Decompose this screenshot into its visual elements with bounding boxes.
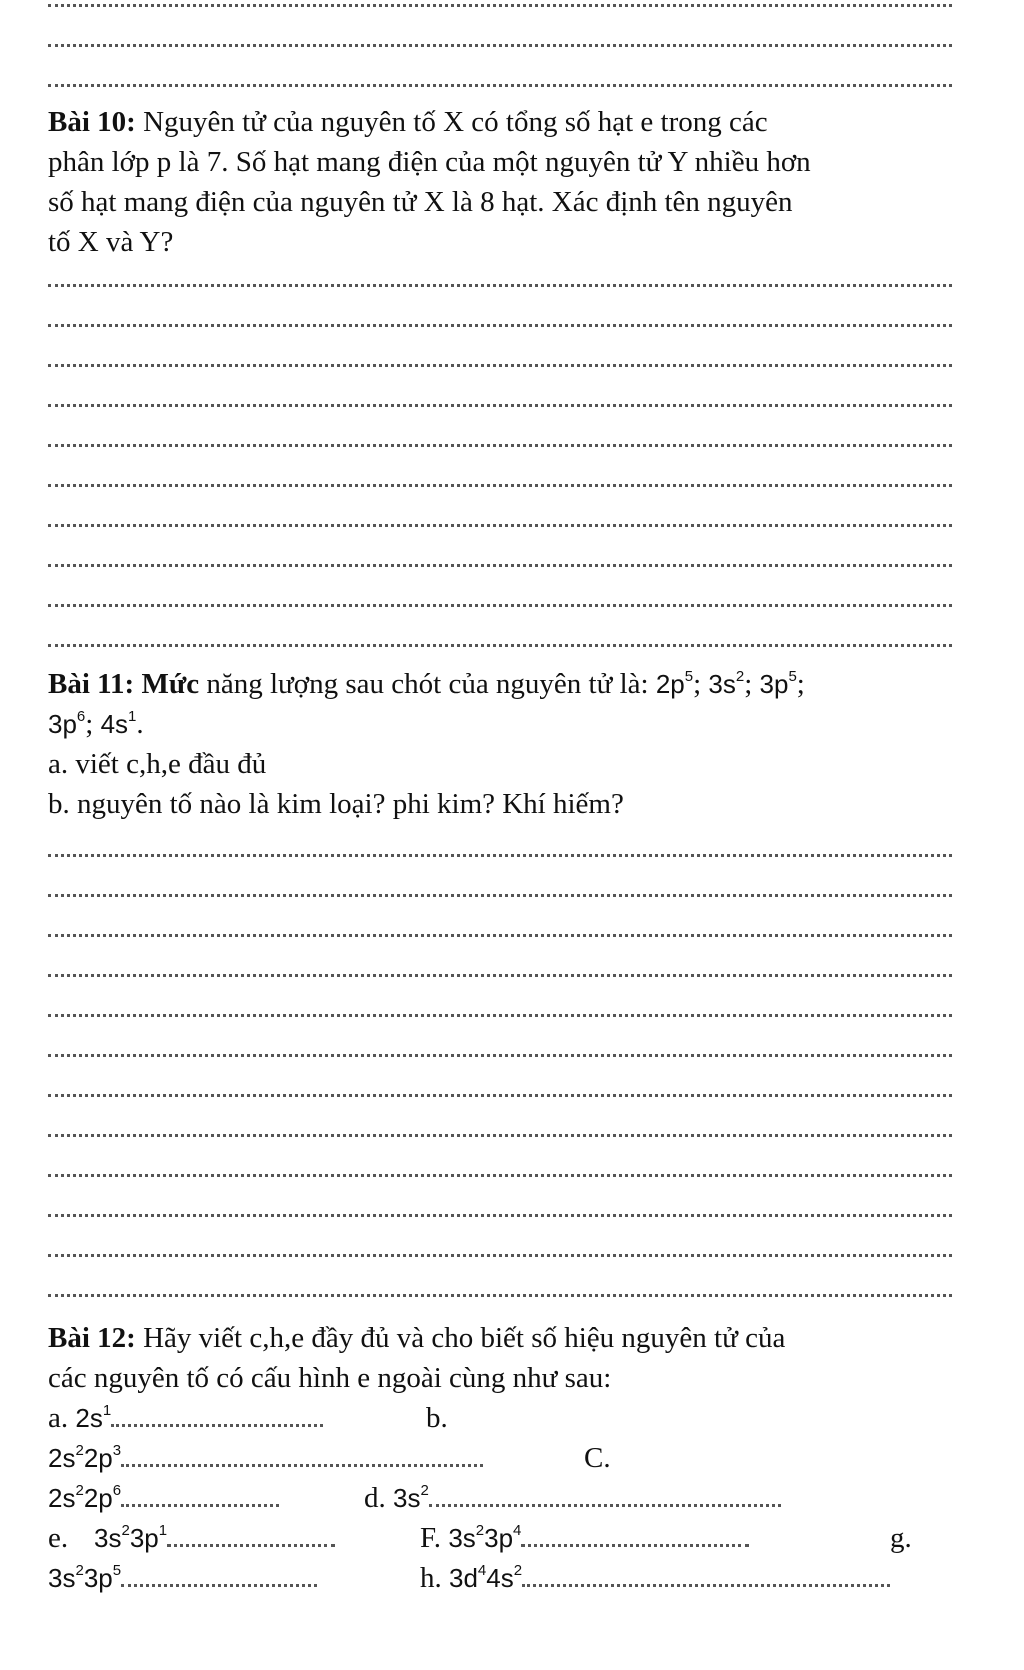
bai12-row-1 [48, 1398, 978, 1438]
item-d-config: $3s^2$ [393, 1482, 429, 1513]
bai10-line-4: tố X và Y? [48, 226, 174, 258]
config-3p6: $3p^6$ [48, 708, 86, 739]
item-f-label: F. [420, 1522, 442, 1554]
config-2p5: $2p^5$ [655, 668, 694, 699]
answer-line [48, 1094, 952, 1097]
item-c-config: $2s^22p^6$ [48, 1482, 122, 1513]
answer-line [48, 284, 952, 287]
answer-blank[interactable] [521, 1520, 749, 1547]
answer-blank[interactable] [121, 1480, 279, 1507]
answer-line [48, 524, 952, 527]
item-h [420, 1558, 890, 1598]
answer-blank[interactable] [429, 1480, 781, 1507]
bai11-text: năng lượng sau chót của nguyên tử là: [199, 668, 656, 700]
bai12-line-1 [48, 1318, 978, 1358]
item-e-config: $3s^23p^1$ [94, 1518, 335, 1558]
item-d-label: d. [364, 1482, 386, 1514]
answer-blank[interactable] [111, 1400, 323, 1427]
bai12-text: Hãy viết c,h,e đầy đủ và cho biết số hiệu nguyên tử của [135, 1322, 786, 1354]
item-b-config: $2s^22p^3$ [48, 1442, 122, 1473]
answer-line [48, 1014, 952, 1017]
answer-blank[interactable] [167, 1520, 335, 1547]
answer-line [48, 364, 952, 367]
item-h-config: $3d^44s^2$ [449, 1562, 523, 1593]
answer-line [48, 894, 952, 897]
answer-line [48, 44, 952, 47]
answer-line [48, 484, 952, 487]
bai12-line-2: các nguyên tố có cấu hình e ngoài cùng như sau: [48, 1362, 612, 1394]
answer-line [48, 644, 952, 647]
item-g-label: g. [890, 1522, 912, 1554]
config-3s2: $3s^2$ [708, 668, 745, 699]
answer-line [48, 1294, 952, 1297]
bai11-line-2 [48, 704, 978, 744]
config-4s1: $4s^1$ [100, 708, 137, 739]
bai10-line-1 [48, 102, 978, 142]
answer-line [48, 1054, 952, 1057]
answer-line [48, 404, 952, 407]
bai11-item-b: b. nguyên tố nào là kim loại? phi kim? Khí hiếm? [48, 788, 624, 820]
bai12-row-4 [48, 1518, 978, 1558]
item-a-config: $2s^1$ [75, 1402, 112, 1433]
period: . [136, 708, 144, 740]
answer-line [48, 444, 952, 447]
answer-line [48, 4, 952, 7]
answer-line [48, 604, 952, 607]
answer-line [48, 854, 952, 857]
answer-line [48, 974, 952, 977]
bai10-line-2: phân lớp p là 7. Số hạt mang điện của một nguyên tử Y nhiều hơn [48, 146, 811, 178]
separator: ; [85, 708, 101, 740]
bai10-text: Nguyên tử của nguyên tố X có tổng số hạt e trong các [135, 106, 768, 138]
bai11-label: Bài 11: [48, 668, 135, 700]
bai10-label: Bài 10: [48, 106, 136, 138]
answer-line [48, 84, 952, 87]
separator: ; [796, 668, 805, 700]
config-3p5: $3p^5$ [759, 668, 797, 699]
bai12-row-2 [48, 1438, 978, 1478]
answer-line [48, 1214, 952, 1217]
answer-blank[interactable] [522, 1560, 890, 1587]
item-c-label: C. [584, 1442, 611, 1474]
bai11-bold-word: Mức [134, 668, 200, 700]
answer-line [48, 324, 952, 327]
bai12-row-5 [48, 1558, 978, 1598]
item-f-config: $3s^23p^4$ [448, 1522, 522, 1553]
item-e-label: e. [48, 1522, 69, 1554]
separator: ; [693, 668, 709, 700]
item-g-config: $3s^23p^5$ [48, 1562, 122, 1593]
item-f [420, 1518, 749, 1558]
answer-line [48, 1254, 952, 1257]
bai12-row-3 [48, 1478, 978, 1518]
answer-line [48, 1174, 952, 1177]
bai11-line-1 [48, 664, 978, 704]
bai12-label: Bài 12: [48, 1322, 136, 1354]
item-a-label: a. [48, 1402, 69, 1434]
item-d [364, 1478, 781, 1518]
answer-line [48, 1134, 952, 1137]
item-h-label: h. [420, 1562, 442, 1594]
separator: ; [744, 668, 760, 700]
item-b-label: b. [426, 1402, 448, 1434]
bai10-line-3: số hạt mang điện của nguyên tử X là 8 hạt. Xác định tên nguyên [48, 186, 793, 218]
answer-line [48, 564, 952, 567]
answer-line [48, 934, 952, 937]
answer-blank[interactable] [121, 1440, 483, 1467]
answer-blank[interactable] [121, 1560, 317, 1587]
bai11-item-a: a. viết c,h,e đầu đủ [48, 748, 267, 780]
